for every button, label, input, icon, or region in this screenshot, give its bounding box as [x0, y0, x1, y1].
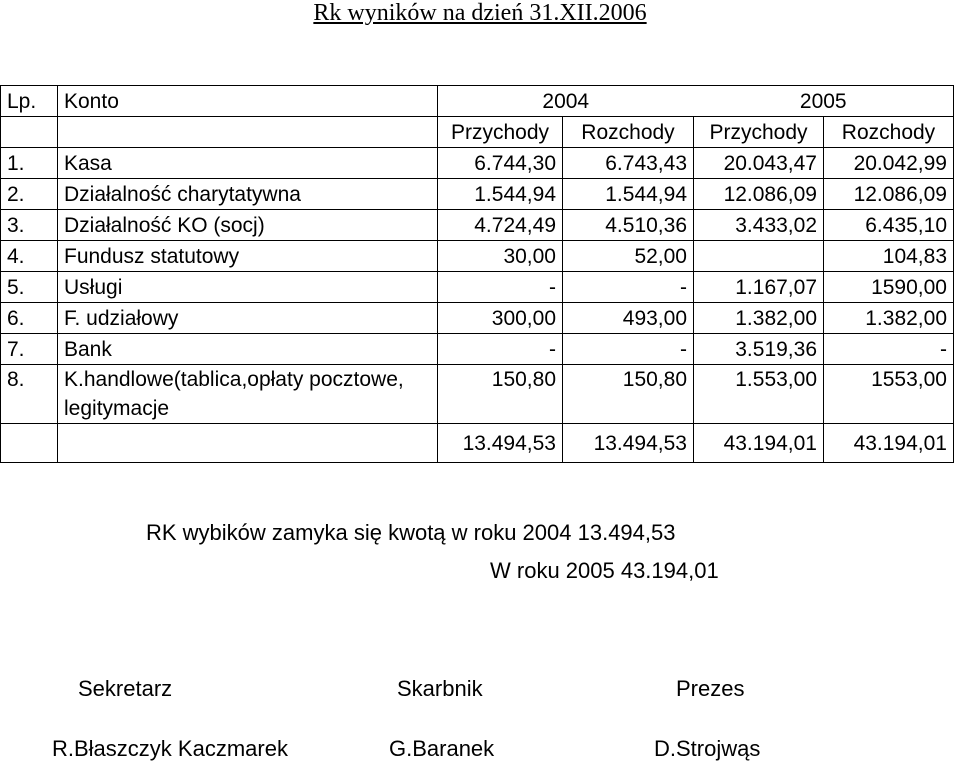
row-lp: 3.: [1, 210, 58, 241]
header-year-2005: 2005: [799, 89, 847, 113]
row-lp: 1.: [1, 148, 58, 179]
header-col-przychody-2005: Przychody: [694, 117, 824, 148]
table-row: [1, 334, 954, 365]
row-konto: K.handlowe(tablica,opłaty pocztowe, legitymacje: [58, 365, 438, 424]
row-przychody-2004: -: [438, 334, 563, 365]
row-konto: Fundusz statutowy: [58, 241, 438, 272]
row-przychody-2004: 300,00: [438, 303, 563, 334]
row-lp: 2.: [1, 179, 58, 210]
row-lp: 6.: [1, 303, 58, 334]
table-header-row-years: [1, 86, 954, 117]
row-rozchody-2004: 493,00: [563, 303, 694, 334]
row-konto: Działalność KO (socj): [58, 210, 438, 241]
row-lp: 8.: [1, 365, 58, 424]
row-lp: 4.: [1, 241, 58, 272]
table-header-row-cols: [1, 117, 954, 148]
header-empty-konto: [58, 117, 438, 148]
row-przychody-2004: 6.744,30: [438, 148, 563, 179]
summary-line-1: RK wybików zamyka się kwotą w roku 2004 13.494,53: [146, 520, 676, 545]
row-rozchody-2005: 6.435,10: [824, 210, 954, 241]
row-rozchody-2004: 1.544,94: [563, 179, 694, 210]
role-skarbnik: Skarbnik: [397, 676, 483, 701]
role-sekretarz: Sekretarz: [78, 676, 173, 701]
total-rozchody-2004: 13.494,53: [563, 424, 694, 463]
table-body: [1, 148, 954, 424]
total-empty-konto: [58, 424, 438, 463]
table-total-row: [1, 424, 954, 463]
total-rozchody-2005: 43.194,01: [824, 424, 954, 463]
row-przychody-2004: 150,80: [438, 365, 563, 424]
header-empty-lp: [1, 117, 58, 148]
row-konto: Usługi: [58, 272, 438, 303]
table-row: [1, 210, 954, 241]
row-przychody-2005: [694, 241, 824, 272]
row-przychody-2004: -: [438, 272, 563, 303]
row-rozchody-2005: 1553,00: [824, 365, 954, 424]
row-przychody-2005: 1.382,00: [694, 303, 824, 334]
row-konto: Działalność charytatywna: [58, 179, 438, 210]
row-przychody-2004: 30,00: [438, 241, 563, 272]
row-przychody-2005: 20.043,47: [694, 148, 824, 179]
row-przychody-2005: 12.086,09: [694, 179, 824, 210]
row-konto: Bank: [58, 334, 438, 365]
total-przychody-2005: 43.194,01: [694, 424, 824, 463]
total-empty-lp: [1, 424, 58, 463]
row-rozchody-2005: 104,83: [824, 241, 954, 272]
role-prezes: Prezes: [676, 676, 745, 701]
row-rozchody-2004: 6.743,43: [563, 148, 694, 179]
table-row: [1, 179, 954, 210]
header-col-rozchody-2004: Rozchody: [563, 117, 694, 148]
row-przychody-2004: 1.544,94: [438, 179, 563, 210]
row-konto: Kasa: [58, 148, 438, 179]
row-przychody-2005: 3.519,36: [694, 334, 824, 365]
row-rozchody-2005: 1.382,00: [824, 303, 954, 334]
row-rozchody-2005: -: [824, 334, 954, 365]
header-col-rozchody-2005: Rozchody: [824, 117, 954, 148]
row-lp: 5.: [1, 272, 58, 303]
row-przychody-2005: 3.433,02: [694, 210, 824, 241]
row-przychody-2005: 1.167,07: [694, 272, 824, 303]
row-rozchody-2005: 20.042,99: [824, 148, 954, 179]
table-row: [1, 303, 954, 334]
row-rozchody-2005: 12.086,09: [824, 179, 954, 210]
summary-line-2: W roku 2005 43.194,01: [490, 558, 719, 583]
header-year-2004: 2004: [542, 89, 590, 113]
row-konto: F. udziałowy: [58, 303, 438, 334]
row-rozchody-2004: 150,80: [563, 365, 694, 424]
row-rozchody-2004: 4.510,36: [563, 210, 694, 241]
results-table: [0, 85, 954, 463]
name-prezes: D.Strojwąs: [654, 736, 761, 761]
summary-block: [0, 520, 960, 584]
row-rozchody-2004: -: [563, 272, 694, 303]
row-przychody-2004: 4.724,49: [438, 210, 563, 241]
header-col-przychody-2004: Przychody: [438, 117, 563, 148]
row-rozchody-2004: -: [563, 334, 694, 365]
total-przychody-2004: 13.494,53: [438, 424, 563, 463]
table-row: [1, 272, 954, 303]
table-row: [1, 241, 954, 272]
table-row: [1, 148, 954, 179]
table-row: [1, 365, 954, 424]
header-konto: Konto: [58, 86, 438, 117]
row-rozchody-2005: 1590,00: [824, 272, 954, 303]
name-skarbnik: G.Baranek: [389, 736, 495, 761]
header-years: [438, 86, 954, 117]
name-sekretarz: R.Błaszczyk Kaczmarek: [52, 736, 288, 761]
row-lp: 7.: [1, 334, 58, 365]
document-title-text: Rk wyników na dzień 31.XII.2006: [313, 0, 647, 26]
row-rozchody-2004: 52,00: [563, 241, 694, 272]
header-lp: Lp.: [1, 86, 58, 117]
row-przychody-2005: 1.553,00: [694, 365, 824, 424]
document-title: [0, 0, 960, 26]
